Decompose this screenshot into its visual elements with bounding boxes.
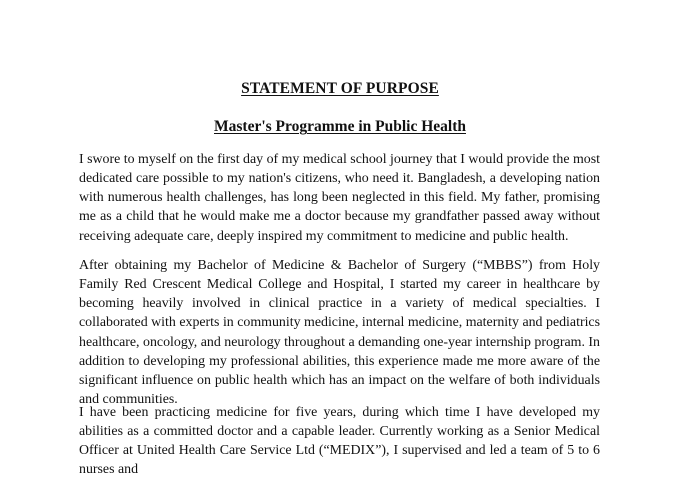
paragraph-3: I have been practicing medicine for five years, during which time I have developed my abilities as a committed doctor and a capable leader. Currently working as a Senior Medical Officer at United Health Care Service Ltd (“MEDIX”), I supervised and led a team of 5 to 6 nurses and — [79, 405, 600, 478]
paragraph-2: After obtaining my Bachelor of Medicine & Bachelor of Surgery (“MBBS”) from Holy Family Red Crescent Medical College and Hospital, I started my career in healthcare by becoming heavily involved in clinical practice in a variety of medical specialties. I collaborated with experts in community medicine, internal medicine, maternity and pediatrics healthcare, oncology, and neurology throughout a demanding one-year internship program. In addition to developing my professional abilities, this experience made me more aware of the significant influence on public health which has an impact on the welfare of both individuals and communities. — [79, 258, 600, 408]
document-title: STATEMENT OF PURPOSE — [241, 80, 439, 97]
paragraph-1: I swore to myself on the first day of my medical school journey that I would provide the most dedicated care possible to my nation's citizens, who need it. Bangladesh, a developing nation with numerous health challenges, has long been neglected in this field. My father, promising me as a child that he would make me a doctor because my grandfather passed away without receiving adequate care, deeply inspired my commitment to medicine and public health. — [79, 152, 600, 244]
document-subtitle: Master's Programme in Public Health — [214, 118, 466, 135]
